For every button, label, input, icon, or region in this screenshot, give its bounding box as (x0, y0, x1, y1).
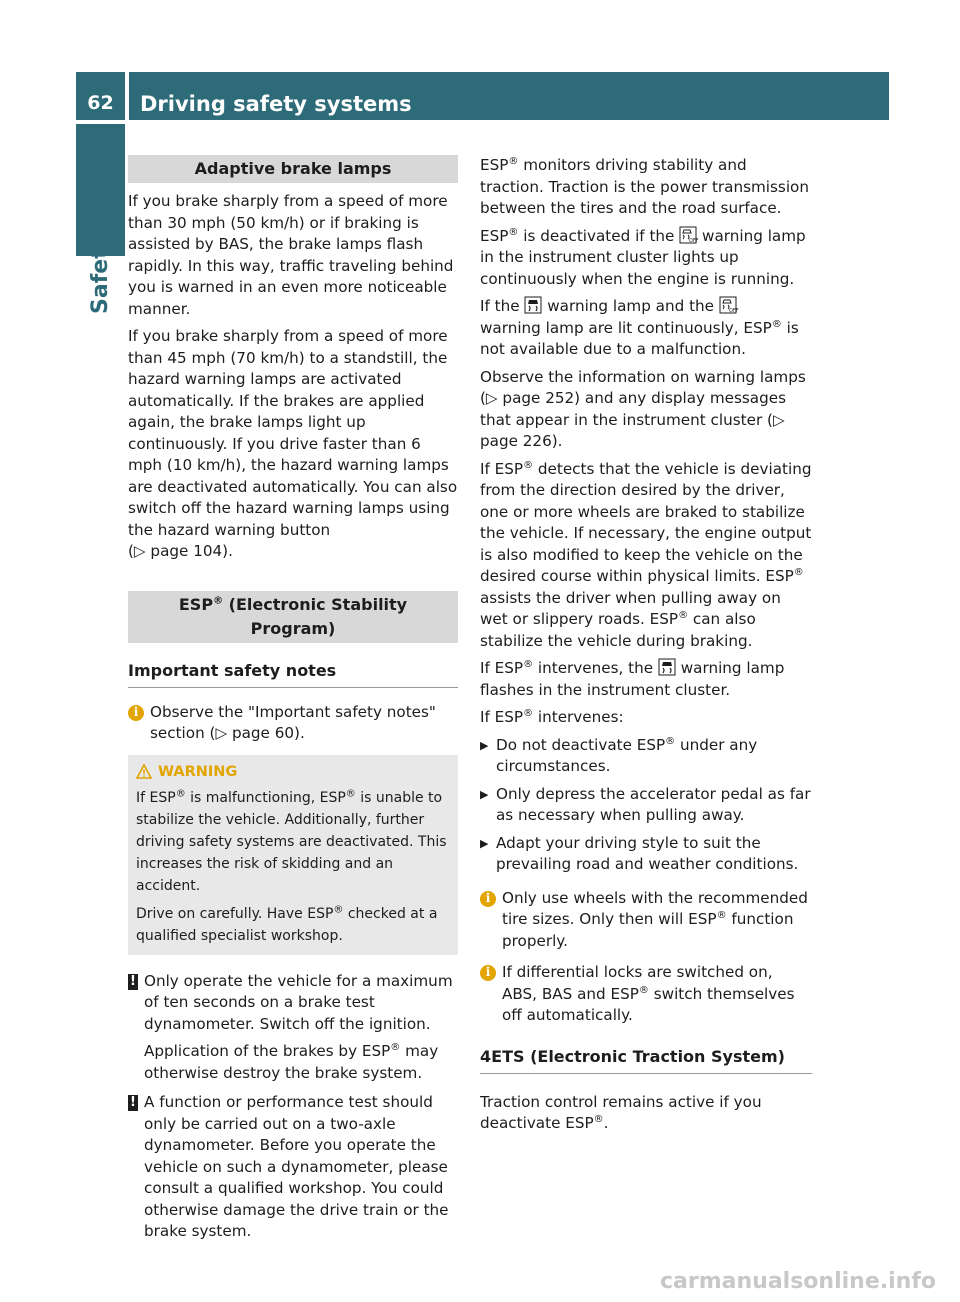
warning-triangle-icon (136, 764, 152, 779)
page-number: 62 (87, 92, 114, 114)
caution-note: ! Only operate the vehicle for a maximum of ten seconds on a brake test dynamometer. Switch off the ignition. Application of the brakes by ESP® may otherwise destroy the brake system. (128, 971, 458, 1085)
side-label: Safety (88, 233, 113, 314)
warning-text: Drive on carefully. Have ESP® checked at a qualified specialist workshop. (136, 903, 438, 944)
paragraph: If the warning lamp and the OFF warning lamp are lit continuously, ESP® is not available due to a malfunction. (480, 297, 799, 358)
paragraph: ESP® monitors driving stability and traction. Traction is the power transmission between the tires and the road surface. (480, 155, 809, 217)
paragraph: If you brake sharply from a speed of more than 30 mph (50 km/h) or if braking is assisted by BAS, the brake lamps flash rapidly. In this way, traffic traveling behind you is warned in an even more noticeable manner. (128, 192, 454, 318)
esp-warning-lamp-icon (524, 296, 542, 314)
paragraph: If ESP® intervenes: (480, 707, 624, 726)
info-note: i If differential locks are switched on, ABS, BAS and ESP® switch themselves off automatically. (480, 962, 812, 1027)
esp-off-warning-lamp-icon (719, 296, 737, 314)
paragraph: Observe the information on warning lamps (▷ page 252) and any display messages that appear in the instrument cluster (▷ page 226). (480, 367, 806, 450)
exclamation-icon: ! (128, 1095, 138, 1111)
watermark: carmanualsonline.info (660, 1269, 936, 1294)
instruction-step: ▶ Only depress the accelerator pedal as far as necessary when pulling away. (480, 784, 812, 827)
esp-off-warning-lamp-icon (679, 226, 697, 244)
caution-note: ! A function or performance test should only be carried out on a two-axle dynamometer. Before you operate the vehicle on such a dynamometer, please consult a qualified workshop. You could otherwise damage the drive train or the brake system. (128, 1092, 458, 1243)
right-column (480, 155, 812, 1141)
instruction-step: ▶ Adapt your driving style to suit the prevailing road and weather conditions. (480, 833, 812, 876)
header-title: Driving safety systems (140, 92, 412, 116)
section-title-esp: ESP® (Electronic Stability Program) (128, 591, 458, 643)
paragraph: If ESP® detects that the vehicle is deviating from the direction desired by the driver, one or more wheels are braked to stabilize the vehicle. If necessary, the engine output is also modified to keep the vehicle on the desired course within physical limits. ESP® assists the driver when pulling away on wet or slippery roads. ESP® can also stabilize the vehicle during braking. (480, 459, 812, 650)
page-reference[interactable]: (▷ page 104). (128, 542, 233, 560)
step-arrow-icon: ▶ (480, 836, 489, 850)
info-note: i Observe the "Important safety notes" section (▷ page 60). (128, 702, 458, 745)
step-arrow-icon: ▶ (480, 787, 489, 801)
section-title-adaptive-brake-lamps: Adaptive brake lamps (128, 155, 458, 183)
step-arrow-icon: ▶ (480, 738, 489, 752)
subsection-title: Important safety notes (128, 659, 458, 688)
info-icon: i (128, 705, 144, 721)
info-icon: i (480, 891, 496, 907)
instruction-step: ▶ Do not deactivate ESP® under any circumstances. (480, 735, 812, 778)
paragraph: ESP® is deactivated if the OFF warning lamp in the instrument cluster lights up continuously when the engine is running. (480, 226, 806, 288)
exclamation-icon: ! (128, 974, 138, 990)
paragraph: If ESP® intervenes, the warning lamp flashes in the instrument cluster. (480, 658, 785, 699)
left-column (128, 155, 458, 1251)
section-title-4ets: 4ETS (Electronic Traction System) (480, 1045, 812, 1074)
warning-box (128, 755, 458, 955)
warning-heading: WARNING (136, 761, 450, 783)
paragraph: Traction control remains active if you deactivate ESP®. (480, 1092, 762, 1132)
paragraph: If you brake sharply from a speed of more than 45 mph (70 km/h) to a standstill, the hazard warning lamps are activated automatically. If the brakes are applied again, the brake lamps light up continuously. If you drive faster than 6 mph (10 km/h), the hazard warning lamps are deactivated automatically. You can also switch off the hazard warning lamps using the hazard warning button (▷ page 104). (128, 327, 458, 560)
esp-warning-lamp-icon (658, 658, 676, 676)
info-note: i Only use wheels with the recommended tire sizes. Only then will ESP® function properly. (480, 888, 812, 953)
svg-text:OFF: OFF (689, 237, 699, 244)
svg-text:OFF: OFF (728, 308, 739, 314)
warning-text: If ESP® is malfunctioning, ESP® is unable to stabilize the vehicle. Additionally, further driving safety systems are deactivated. This increases the risk of skidding and an accident. (136, 787, 447, 894)
info-icon: i (480, 965, 496, 981)
